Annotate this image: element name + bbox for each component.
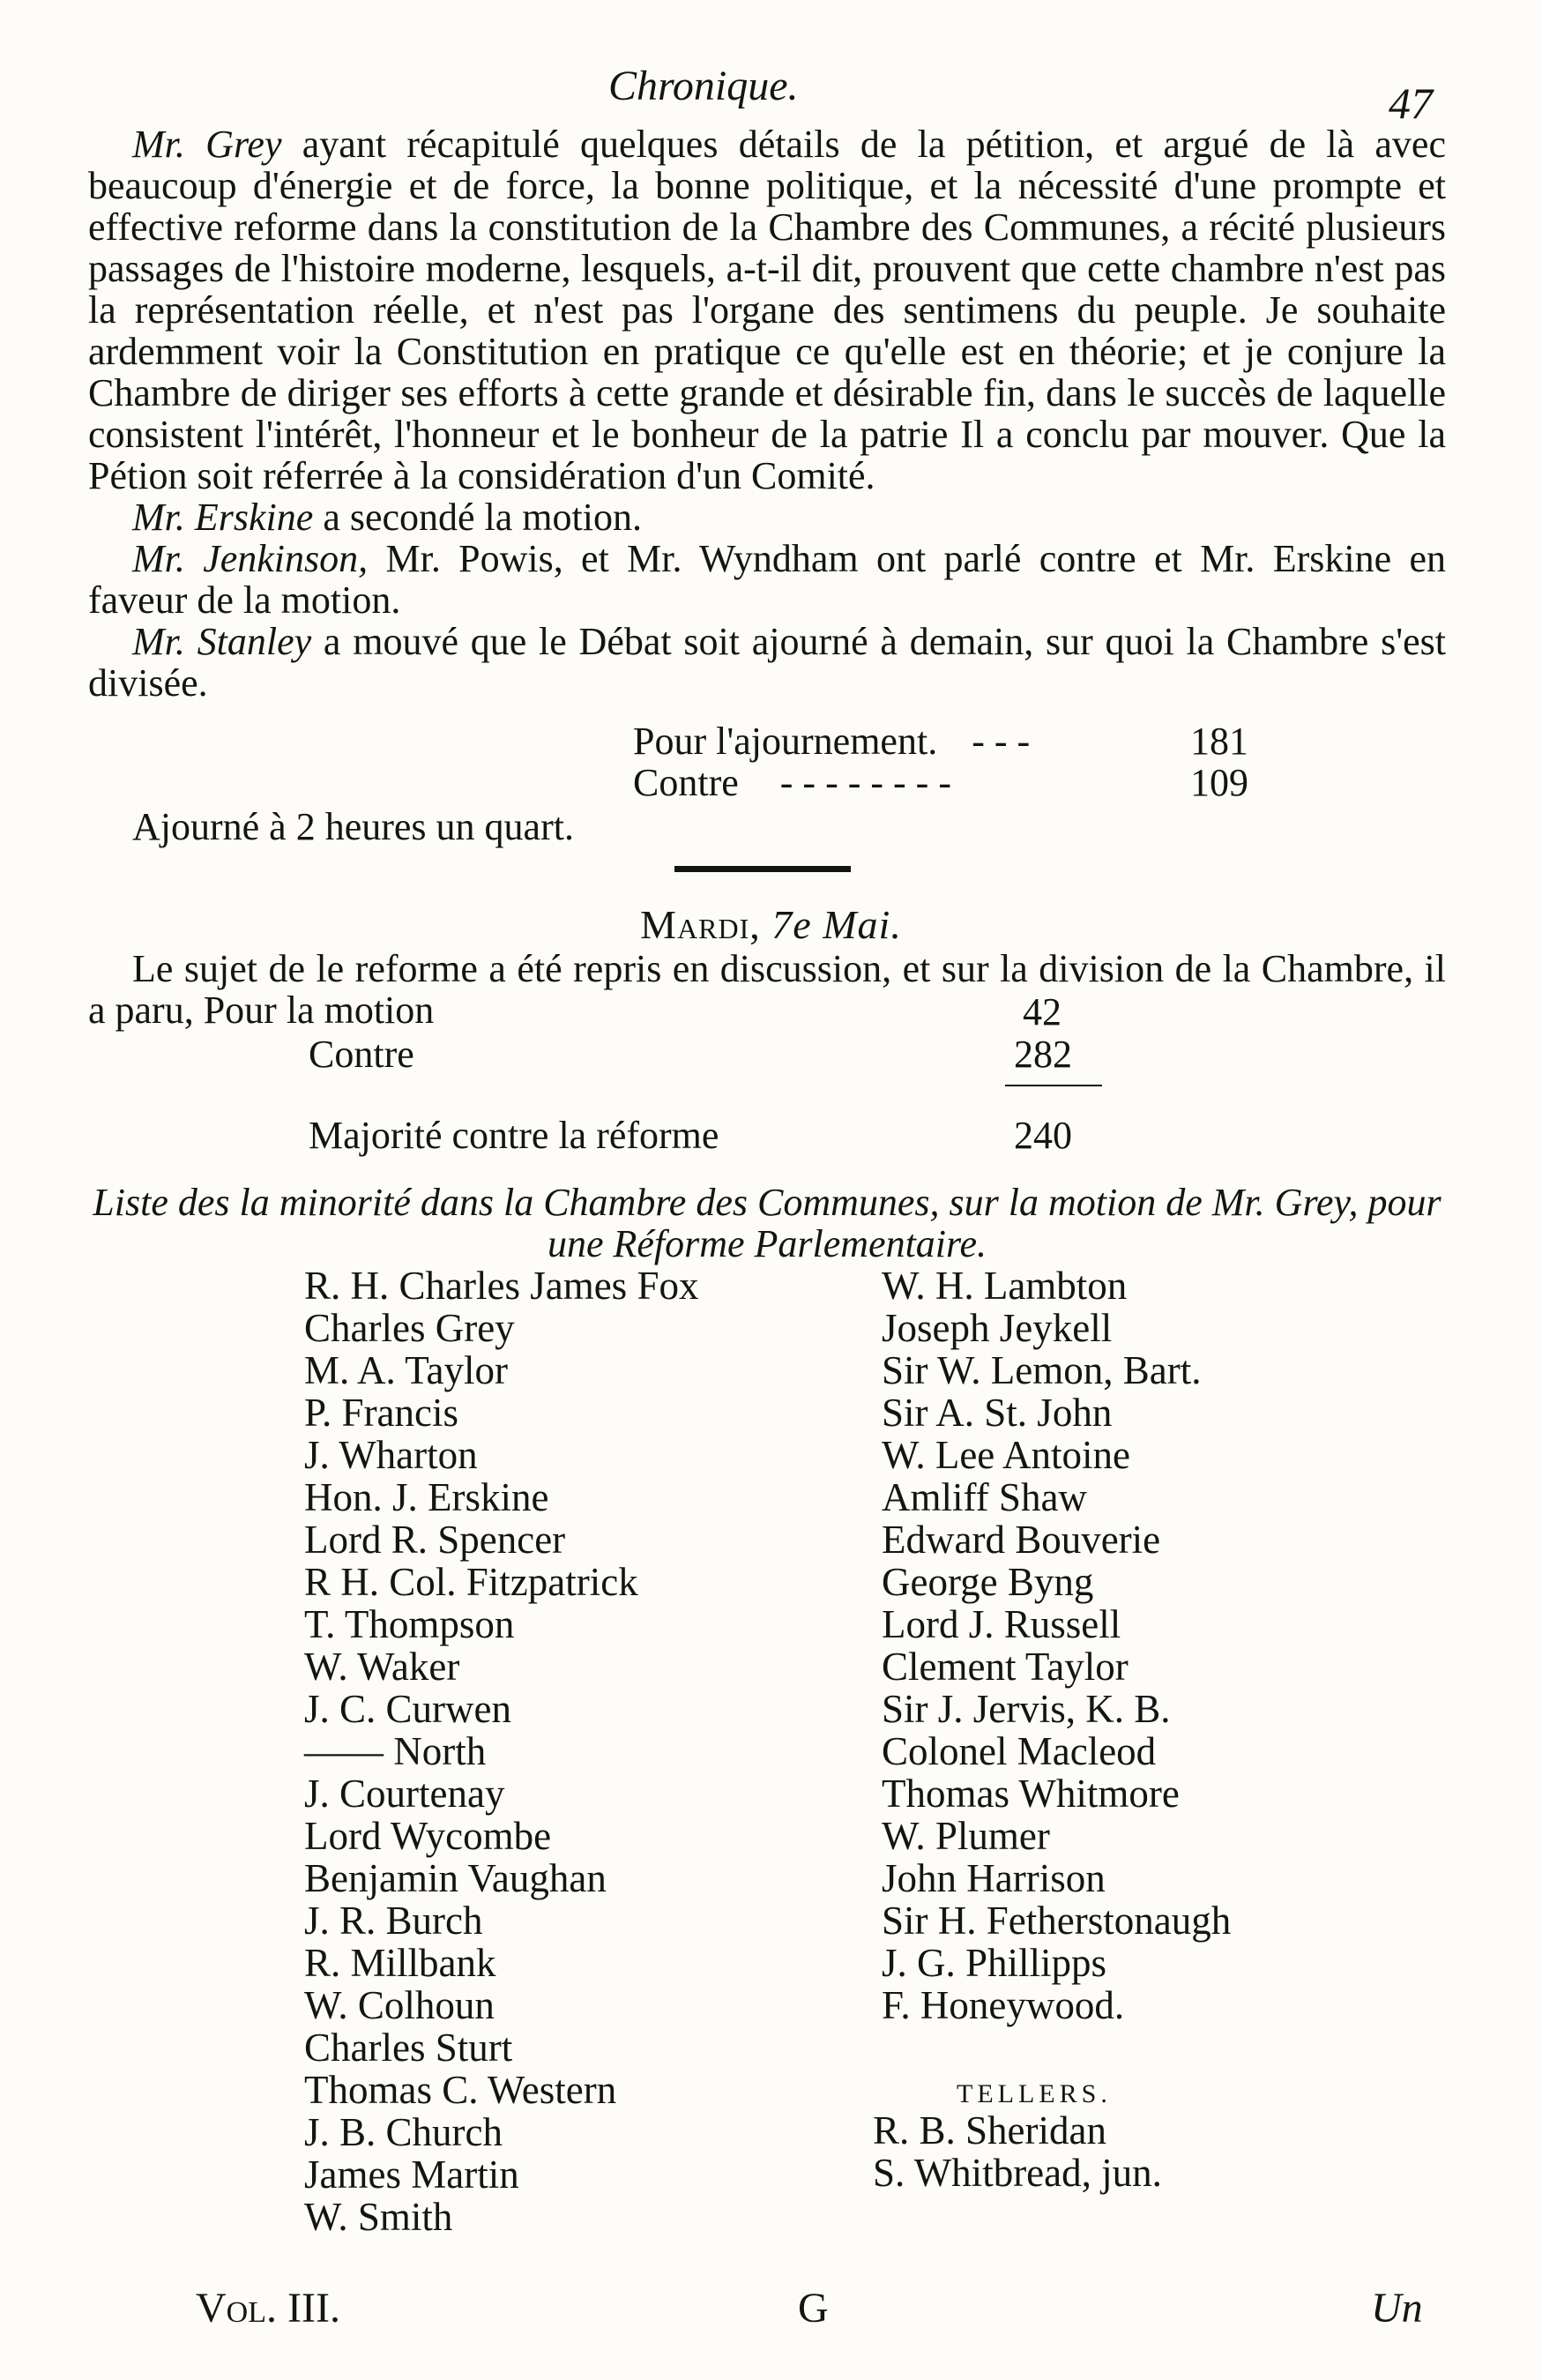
paragraph-jenkinson [88,538,1446,621]
tellers-names [873,2109,1162,2194]
majority-label: Majorité contre la réforme [309,1114,719,1157]
paragraph-text: Mr. Powis, et Mr. Wyndham ont parlé contre et Mr. Erskine en faveur de la motion. [88,537,1446,622]
footer-volume: Vol. III. [196,2285,340,2332]
motion-for-count: 42 [1023,990,1062,1033]
member-name: Hon. J. Erskine [304,1475,549,1519]
member-name: F. Honeywood. [882,1983,1125,2027]
teller-name: S. Whitbread, jun. [873,2151,1162,2195]
member-name: W. Colhoun [304,1983,495,2027]
member-name: R. H. Charles James Fox [304,1264,699,1308]
section-day: Mardi, [640,902,761,947]
paragraph-text: a mouvé que le Débat soit ajourné à demain, sur quoi la Chambre s'est divisée. [88,620,1446,705]
vote-dashes: - - - - - - - - [779,761,951,804]
minority-list-title: Liste des la minorité dans la Chambre des Communes, sur la motion de Mr. Grey, pour une Réforme Parlementaire. [93,1181,1441,1265]
member-name: P. Francis [304,1391,459,1435]
member-name: Sir J. Jervis, K. B. [882,1687,1171,1731]
member-name: W. Waker [304,1645,460,1689]
debate-text [88,123,1446,704]
member-name: —— North [304,1729,487,1773]
member-name: M. A. Taylor [304,1348,509,1392]
member-name: Thomas C. Western [304,2068,617,2112]
paragraph-erskine [88,496,1446,538]
paragraph-text: a secondé la motion. [313,496,642,539]
majority-count: 240 [1014,1114,1072,1157]
member-name: J. Courtenay [304,1772,505,1816]
member-name: Charles Sturt [304,2026,513,2070]
adjournment-for-count: 181 [1190,720,1248,763]
division-text: Le sujet de le reforme a été repris en discussion, et sur la division de la Chambre, il a paru, Pour la motion [88,947,1446,1032]
paragraph-text: ayant récapitulé quelques détails de la pétition, et argué de là avec beaucoup d'énergie et de force, la bonne politique, et la nécessité d'une prompte et effective reforme dans la constitution de la Chambre des Communes, a récité plusieurs passages de l'histoire moderne, lesquels, a-t-il dit, prouvent que cette chambre n'est pas la représentation réelle, et n'est pas l'organe des sentimens du peuple. Je souhaite ardemment voir la Constitution en pratique ce qu'elle est en théorie; et je conjure la Chambre de diriger ses efforts à cette grande et désirable fin, dans le succès de laquelle consistent l'intérêt, l'honneur et le bonheur de la patrie Il a conclu par mouver. Que la Pétion soit réferrée à la considération d'un Comité. [88,123,1446,497]
member-name: Sir A. St. John [882,1391,1113,1435]
footer-catchword: Un [1371,2285,1423,2332]
member-name: Charles Grey [304,1306,515,1350]
vote-label: Pour l'ajournement. [633,720,938,763]
member-name: J. Wharton [304,1433,478,1477]
member-name: J. G. Phillipps [882,1941,1107,1985]
adjournment-against-row [633,760,951,805]
paragraph-grey [88,123,1446,496]
paragraph-stanley [88,621,1446,704]
member-name: Lord J. Russell [882,1602,1121,1646]
speaker-name: Mr. Jenkinson, [132,537,369,580]
adjournment-against-count: 109 [1190,761,1248,804]
member-name: W. Plumer [882,1814,1050,1858]
member-name: Sir H. Fetherstonaugh [882,1899,1232,1943]
vote-dashes: - - - [972,720,1031,763]
member-name: Lord R. Spencer [304,1518,566,1562]
section-rule [674,866,851,872]
member-name: Thomas Whitmore [882,1772,1180,1816]
member-name: Amliff Shaw [882,1475,1087,1519]
teller-name: R. B. Sheridan [873,2108,1106,2152]
member-name: R H. Col. Fitzpatrick [304,1560,638,1604]
adjournment-for-row [633,719,1030,764]
member-name: J. C. Curwen [304,1687,511,1731]
minority-names-right [882,1265,1231,2026]
speaker-name: Mr. Grey [132,123,282,166]
tellers-heading: TELLERS. [957,2079,1112,2108]
running-head: Chronique. [608,63,799,109]
member-name: W. Smith [304,2195,453,2239]
sum-rule [1005,1085,1102,1086]
member-name: J. B. Church [304,2110,503,2154]
adjournment-result: Ajourné à 2 heures un quart. [132,805,574,848]
motion-against-count: 282 [1014,1033,1072,1076]
member-name: Clement Taylor [882,1645,1129,1689]
member-name: R. Millbank [304,1941,496,1985]
member-name: Sir W. Lemon, Bart. [882,1348,1202,1392]
member-name: Lord Wycombe [304,1814,552,1858]
member-name: W. H. Lambton [882,1264,1128,1308]
section-date [0,901,1542,948]
motion-against-label: Contre [309,1033,414,1076]
speaker-name: Mr. Erskine [132,496,314,539]
member-name: J. R. Burch [304,1899,483,1943]
member-name: George Byng [882,1560,1094,1604]
minority-names-left [304,1265,698,2238]
footer-signature: G [798,2285,829,2332]
member-name: James Martin [304,2152,519,2197]
member-name: Benjamin Vaughan [304,1856,607,1900]
speaker-name: Mr. Stanley [132,620,312,663]
member-name: T. Thompson [304,1602,515,1646]
section-date-text: 7e Mai. [771,902,902,947]
member-name: Colonel Macleod [882,1729,1157,1773]
page-number: 47 [1389,78,1433,128]
member-name: Joseph Jeykell [882,1306,1113,1350]
member-name: John Harrison [882,1856,1106,1900]
vote-label: Contre [633,761,739,804]
member-name: W. Lee Antoine [882,1433,1131,1477]
division-intro [88,948,1446,1031]
member-name: Edward Bouverie [882,1518,1161,1562]
